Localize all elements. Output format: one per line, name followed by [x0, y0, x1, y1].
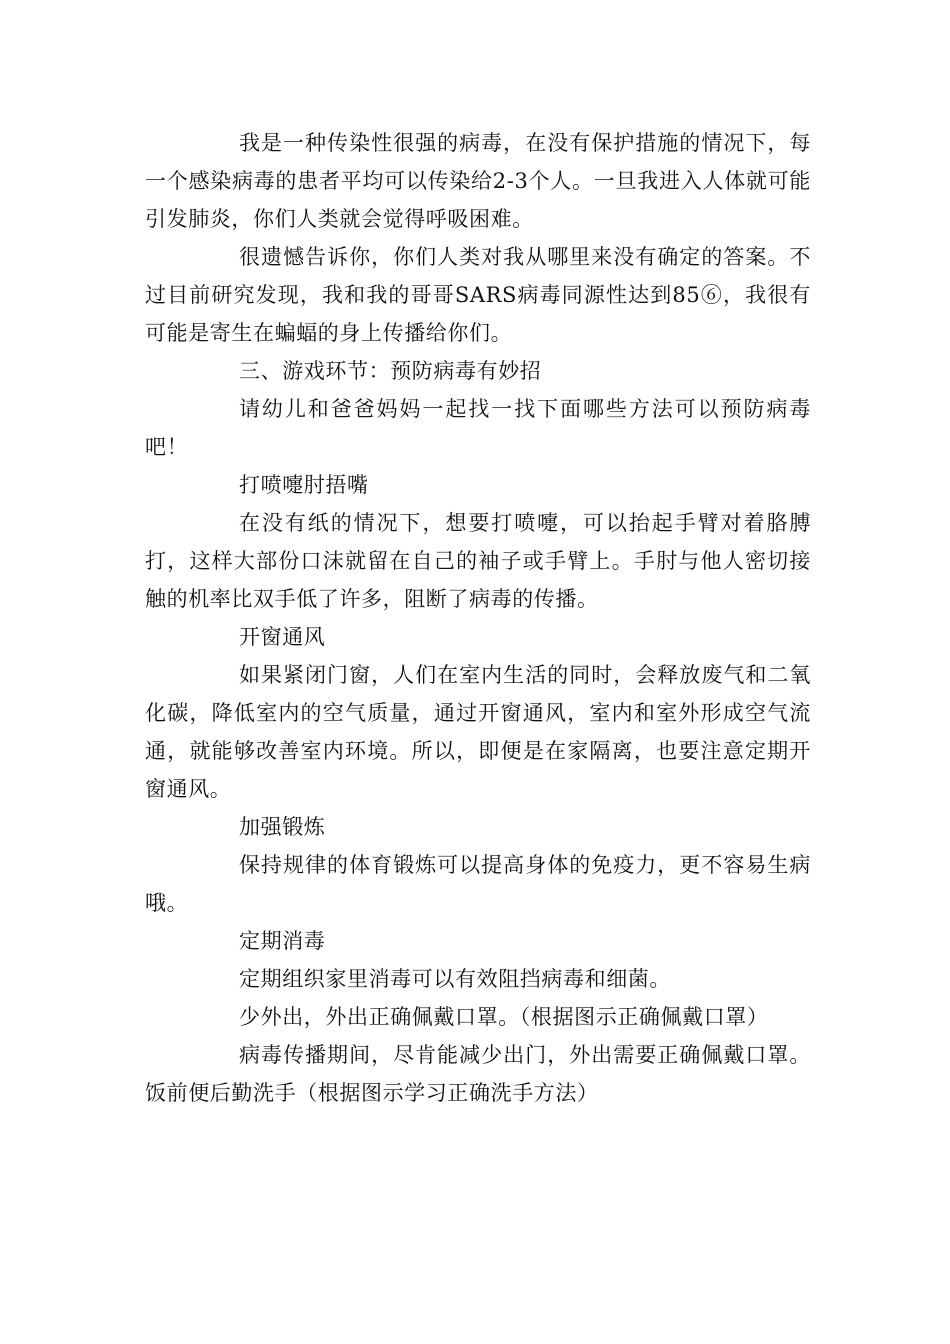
paragraph-mask-detail: 病毒传播期间，尽肯能减少出门，外出需要正确佩戴口罩。饭前便后勤洗手（根据图示学习正确洗手方法） — [145, 1043, 811, 1105]
subheading-exercise: 加强锻炼 — [239, 815, 326, 839]
subheading-sneeze: 打喷嚏肘捂嘴 — [239, 473, 369, 497]
paragraph-disinfect: 定期组织家里消毒可以有效阻挡病毒和细菌。 — [239, 967, 671, 991]
subheading-disinfect: 定期消毒 — [239, 929, 326, 953]
section-heading-game: 三、游戏环节：预防病毒有妙招 — [239, 359, 542, 383]
document-body — [145, 124, 811, 1112]
paragraph-virus-intro: 我是一种传染性很强的病毒，在没有保护措施的情况下，每一个感染病毒的患者平均可以传染给2-3个人。一旦我进入人体就可能引发肺炎，你们人类就会觉得呼吸困难。 — [145, 131, 811, 231]
subheading-ventilation: 开窗通风 — [239, 625, 326, 649]
paragraph-ventilation: 如果紧闭门窗，人们在室内生活的同时，会释放废气和二氧化碳，降低室内的空气质量，通过开窗通风，室内和室外形成空气流通，就能够改善室内环境。所以，即便是在家隔离，也要注意定期开窗通风。 — [145, 663, 811, 801]
paragraph-sneeze: 在没有纸的情况下，想要打喷嚏，可以抬起手臂对着胳膊打，这样大部份口沫就留在自己的袖子或手臂上。手肘与他人密切接触的机率比双手低了许多，阻断了病毒的传播。 — [145, 511, 811, 611]
paragraph-game-instruction: 请幼儿和爸爸妈妈一起找一找下面哪些方法可以预防病毒吧！ — [145, 397, 811, 459]
paragraph-mask-title: 少外出，外出正确佩戴口罩。（根据图示正确佩戴口罩） — [239, 1005, 769, 1029]
paragraph-exercise: 保持规律的体育锻炼可以提高身体的免疫力，更不容易生病哦。 — [145, 853, 811, 915]
paragraph-virus-origin: 很遗憾告诉你，你们人类对我从哪里来没有确定的答案。不过目前研究发现，我和我的哥哥SARS病毒同源性达到85⑥，我很有可能是寄生在蝙蝠的身上传播给你们。 — [145, 245, 811, 345]
